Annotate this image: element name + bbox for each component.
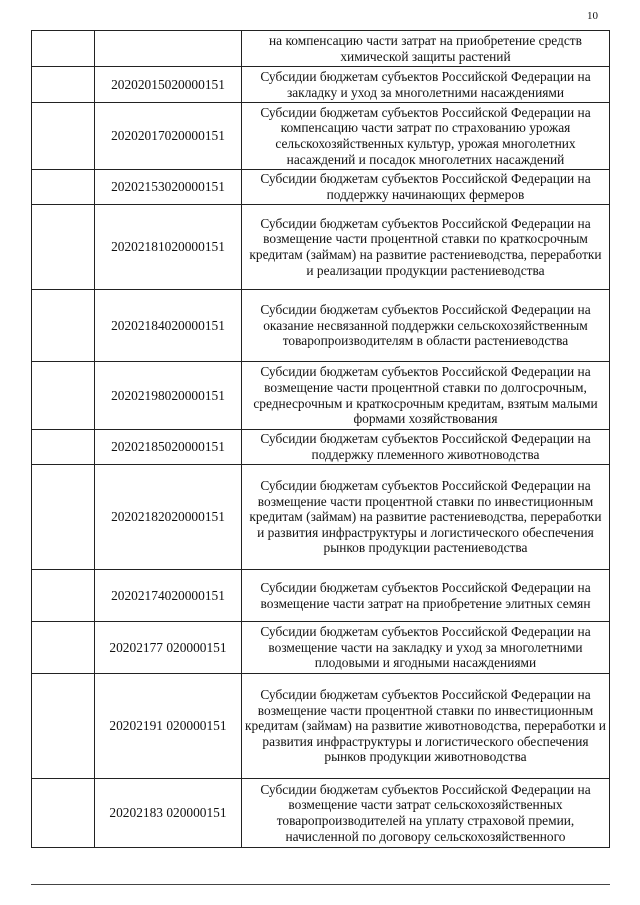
description-cell: Субсидии бюджетам субъектов Российской Федерации на поддержку начинающих фермеров	[242, 170, 610, 205]
code-cell: 20202183 020000151	[95, 779, 242, 848]
empty-cell	[32, 170, 95, 205]
code-cell: 20202177 020000151	[95, 622, 242, 674]
description-cell: на компенсацию части затрат на приобретение средств химической защиты растений	[242, 31, 610, 67]
table-row	[32, 570, 610, 622]
code-cell: 20202198020000151	[95, 362, 242, 430]
table-row	[32, 31, 610, 67]
code-cell: 20202185020000151	[95, 430, 242, 465]
empty-cell	[32, 362, 95, 430]
empty-cell	[32, 430, 95, 465]
description-cell: Субсидии бюджетам субъектов Российской Федерации на компенсацию части затрат по страхованию урожая сельскохозяйственных культур, урожая многолетних насаждений и посадок многолетних насаждений	[242, 103, 610, 170]
description-cell: Субсидии бюджетам субъектов Российской Федерации на возмещение части процентной ставки по инвестиционным кредитам (займам) на развитие животноводства, переработки и развития инфраструктуры и логистического обеспечения рынков продукции животноводства	[242, 674, 610, 779]
description-cell: Субсидии бюджетам субъектов Российской Федерации на возмещение части процентной ставки по долгосрочным, среднесрочным и краткосрочным кредитам, взятым малыми формами хозяйствования	[242, 362, 610, 430]
code-cell: 20202191 020000151	[95, 674, 242, 779]
table-row	[32, 465, 610, 570]
code-cell: 20202181020000151	[95, 205, 242, 290]
table-row	[32, 430, 610, 465]
code-cell: 20202174020000151	[95, 570, 242, 622]
empty-cell	[32, 465, 95, 570]
empty-cell	[32, 103, 95, 170]
description-cell: Субсидии бюджетам субъектов Российской Федерации на поддержку племенного животноводства	[242, 430, 610, 465]
empty-cell	[32, 674, 95, 779]
page-number: 10	[587, 10, 598, 22]
description-cell: Субсидии бюджетам субъектов Российской Федерации на возмещение части затрат сельскохозяйственных товаропроизводителей на уплату страховой премии, начисленной по договору сельскохозяйственного	[242, 779, 610, 848]
description-cell: Субсидии бюджетам субъектов Российской Федерации на закладку и уход за многолетними насаждениями	[242, 67, 610, 103]
budget-classification-table	[31, 30, 610, 848]
description-cell: Субсидии бюджетам субъектов Российской Федерации на возмещение части процентной ставки по краткосрочным кредитам (займам) на развитие растениеводства, переработки и реализации продукции растениеводства	[242, 205, 610, 290]
table-row	[32, 622, 610, 674]
description-cell: Субсидии бюджетам субъектов Российской Федерации на возмещение части процентной ставки по инвестиционным кредитам (займам) на развитие растениеводства, переработки и развития инфраструктуры и логистического обеспечения рынков продукции растениеводства	[242, 465, 610, 570]
page-bottom-rule	[31, 884, 610, 885]
table-row	[32, 290, 610, 362]
table-row	[32, 674, 610, 779]
table-row	[32, 103, 610, 170]
empty-cell	[32, 622, 95, 674]
table-row	[32, 779, 610, 848]
table-row	[32, 205, 610, 290]
empty-cell	[32, 779, 95, 848]
empty-cell	[32, 205, 95, 290]
empty-cell	[32, 31, 95, 67]
code-cell: 20202017020000151	[95, 103, 242, 170]
code-cell: 20202182020000151	[95, 465, 242, 570]
table-row	[32, 170, 610, 205]
empty-cell	[32, 67, 95, 103]
empty-cell	[32, 290, 95, 362]
table-row	[32, 67, 610, 103]
code-cell: 20202153020000151	[95, 170, 242, 205]
code-cell: 20202015020000151	[95, 67, 242, 103]
empty-cell	[32, 570, 95, 622]
description-cell: Субсидии бюджетам субъектов Российской Федерации на возмещение части на закладку и уход за многолетними плодовыми и ягодными насаждениями	[242, 622, 610, 674]
description-cell: Субсидии бюджетам субъектов Российской Федерации на возмещение части затрат на приобретение элитных семян	[242, 570, 610, 622]
code-cell: 20202184020000151	[95, 290, 242, 362]
description-cell: Субсидии бюджетам субъектов Российской Федерации на оказание несвязанной поддержки сельскохозяйственным товаропроизводителям в области растениеводства	[242, 290, 610, 362]
code-cell	[95, 31, 242, 67]
table-row	[32, 362, 610, 430]
